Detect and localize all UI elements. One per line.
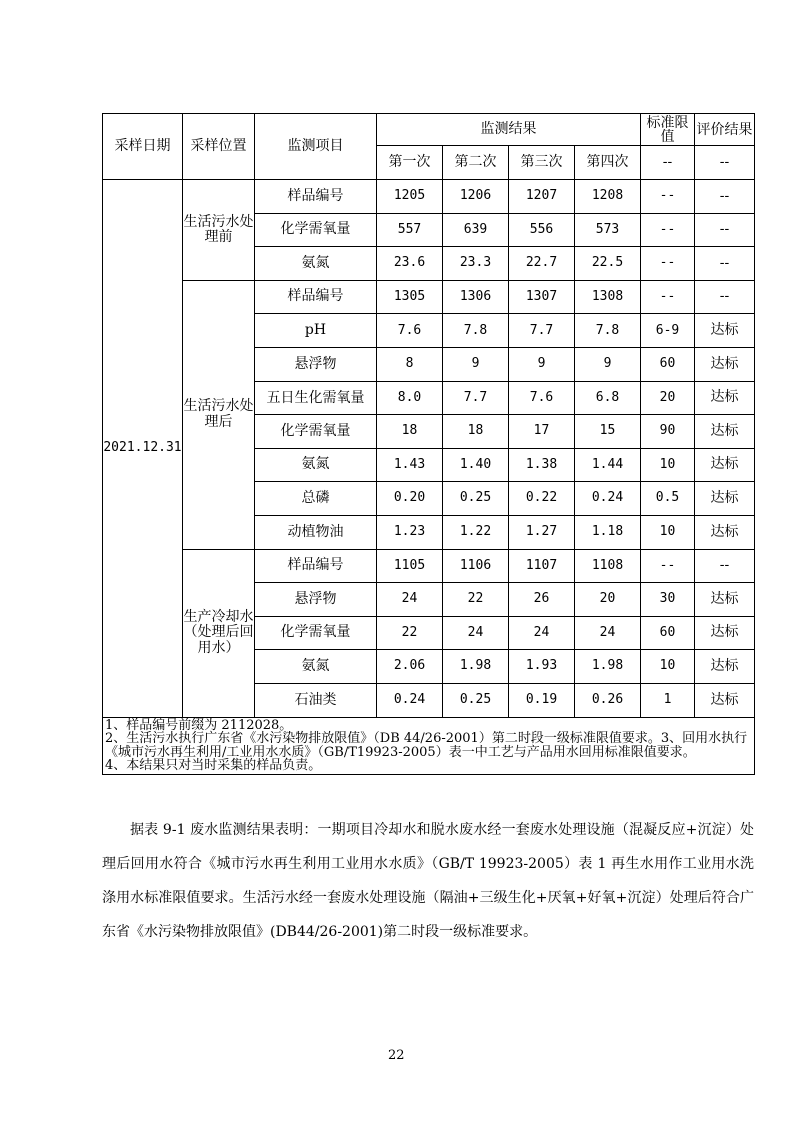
- header-run-1: 第一次: [377, 146, 443, 180]
- result-value-cell: 557: [377, 213, 443, 247]
- standard-limit-cell: 0.5: [641, 482, 695, 516]
- monitoring-item-cell: 样品编号: [255, 180, 377, 214]
- header-monitoring-results: 监测结果: [377, 114, 641, 146]
- standard-limit-cell: --: [641, 549, 695, 583]
- evaluation-cell: --: [695, 213, 755, 247]
- table-row: [103, 549, 755, 583]
- sampling-location-cell: 生活污水处理后: [183, 280, 255, 549]
- result-value-cell: 23.6: [377, 247, 443, 281]
- evaluation-cell: 达标: [695, 616, 755, 650]
- monitoring-item-cell: 氨氮: [255, 650, 377, 684]
- result-value-cell: 1106: [443, 549, 509, 583]
- monitoring-item-cell: 化学需氧量: [255, 616, 377, 650]
- result-value-cell: 1.44: [575, 448, 641, 482]
- header-standard-limit: 标准限值: [641, 114, 695, 146]
- standard-limit-cell: 30: [641, 583, 695, 617]
- note-line: 4、本结果只对当时采集的样品负责。: [105, 758, 322, 774]
- monitoring-item-cell: 样品编号: [255, 549, 377, 583]
- evaluation-cell: 达标: [695, 583, 755, 617]
- monitoring-item-cell: 总磷: [255, 482, 377, 516]
- result-value-cell: 1108: [575, 549, 641, 583]
- monitoring-item-cell: 石油类: [255, 683, 377, 717]
- result-value-cell: 0.19: [509, 683, 575, 717]
- result-value-cell: 9: [443, 347, 509, 381]
- standard-limit-cell: 60: [641, 347, 695, 381]
- evaluation-cell: --: [695, 180, 755, 214]
- notes-row: [103, 717, 755, 775]
- result-value-cell: 9: [509, 347, 575, 381]
- evaluation-cell: 达标: [695, 314, 755, 348]
- result-value-cell: 8: [377, 347, 443, 381]
- result-value-cell: 1107: [509, 549, 575, 583]
- header-run-3: 第三次: [509, 146, 575, 180]
- monitoring-item-cell: 悬浮物: [255, 583, 377, 617]
- conclusion-paragraph: 据表 9-1 废水监测结果表明：一期项目冷却水和脱水废水经一套废水处理设施（混凝反应+沉淀）处理后回用水符合《城市污水再生利用工业用水水质》（GB/T 19923-2005）表 1 再生水用作工业用水洗涤用水标准限值要求。生活污水经一套废水处理设施（隔油+三级生化+厌氧+好氧+沉淀）处理后符合广东省《水污染物排放限值》(DB44/26-2001)第二时段一级标准要求。: [102, 822, 754, 940]
- result-value-cell: 24: [377, 583, 443, 617]
- result-value-cell: 1205: [377, 180, 443, 214]
- result-value-cell: 9: [575, 347, 641, 381]
- evaluation-cell: 达标: [695, 515, 755, 549]
- monitoring-item-cell: 氨氮: [255, 247, 377, 281]
- result-value-cell: 0.24: [377, 683, 443, 717]
- standard-limit-cell: 60: [641, 616, 695, 650]
- result-value-cell: 1.38: [509, 448, 575, 482]
- result-value-cell: 573: [575, 213, 641, 247]
- result-value-cell: 7.6: [377, 314, 443, 348]
- monitoring-item-cell: 化学需氧量: [255, 415, 377, 449]
- result-value-cell: 0.24: [575, 482, 641, 516]
- result-value-cell: 7.7: [443, 381, 509, 415]
- result-value-cell: 2.06: [377, 650, 443, 684]
- result-value-cell: 6.8: [575, 381, 641, 415]
- result-value-cell: 1306: [443, 280, 509, 314]
- standard-limit-cell: 10: [641, 515, 695, 549]
- result-value-cell: 0.20: [377, 482, 443, 516]
- standard-limit-cell: 90: [641, 415, 695, 449]
- result-value-cell: 1.40: [443, 448, 509, 482]
- result-value-cell: 1307: [509, 280, 575, 314]
- page-number: 22: [388, 1048, 405, 1063]
- sampling-location-cell: 生产冷却水（处理后回用水）: [183, 549, 255, 717]
- result-value-cell: 1208: [575, 180, 641, 214]
- result-value-cell: 1206: [443, 180, 509, 214]
- table-row: [103, 280, 755, 314]
- result-value-cell: 24: [443, 616, 509, 650]
- result-value-cell: 1305: [377, 280, 443, 314]
- result-value-cell: 0.26: [575, 683, 641, 717]
- result-value-cell: 0.25: [443, 683, 509, 717]
- result-value-cell: 1.27: [509, 515, 575, 549]
- result-value-cell: 22: [377, 616, 443, 650]
- evaluation-cell: 达标: [695, 683, 755, 717]
- result-value-cell: 1.18: [575, 515, 641, 549]
- result-value-cell: 1105: [377, 549, 443, 583]
- standard-limit-cell: 6-9: [641, 314, 695, 348]
- result-value-cell: 1.22: [443, 515, 509, 549]
- result-value-cell: 7.8: [443, 314, 509, 348]
- result-value-cell: 26: [509, 583, 575, 617]
- result-value-cell: 1.23: [377, 515, 443, 549]
- monitoring-item-cell: 五日生化需氧量: [255, 381, 377, 415]
- standard-limit-cell: 10: [641, 650, 695, 684]
- evaluation-cell: 达标: [695, 482, 755, 516]
- result-value-cell: 23.3: [443, 247, 509, 281]
- evaluation-cell: --: [695, 280, 755, 314]
- evaluation-cell: 达标: [695, 415, 755, 449]
- result-value-cell: 8.0: [377, 381, 443, 415]
- monitoring-item-cell: 悬浮物: [255, 347, 377, 381]
- standard-limit-cell: 10: [641, 448, 695, 482]
- result-value-cell: 20: [575, 583, 641, 617]
- standard-limit-cell: 1: [641, 683, 695, 717]
- result-value-cell: 17: [509, 415, 575, 449]
- standard-limit-cell: --: [641, 213, 695, 247]
- evaluation-cell: 达标: [695, 448, 755, 482]
- standard-limit-cell: --: [641, 280, 695, 314]
- sampling-location-cell: 生活污水处理前: [183, 180, 255, 281]
- header-sampling-date: 采样日期: [103, 114, 183, 180]
- result-value-cell: 22: [443, 583, 509, 617]
- result-value-cell: 22.5: [575, 247, 641, 281]
- result-value-cell: 1308: [575, 280, 641, 314]
- result-value-cell: 22.7: [509, 247, 575, 281]
- standard-limit-cell: 20: [641, 381, 695, 415]
- result-value-cell: 1.43: [377, 448, 443, 482]
- header-eval-dash: --: [695, 146, 755, 180]
- monitoring-item-cell: 化学需氧量: [255, 213, 377, 247]
- result-value-cell: 18: [443, 415, 509, 449]
- result-value-cell: 24: [509, 616, 575, 650]
- result-value-cell: 639: [443, 213, 509, 247]
- table-notes: [103, 717, 755, 775]
- header-monitoring-item: 监测项目: [255, 114, 377, 180]
- monitoring-results-table: [102, 113, 755, 775]
- result-value-cell: 15: [575, 415, 641, 449]
- evaluation-cell: 达标: [695, 381, 755, 415]
- header-sampling-location: 采样位置: [183, 114, 255, 180]
- result-value-cell: 1.98: [575, 650, 641, 684]
- header-evaluation: 评价结果: [695, 114, 755, 146]
- evaluation-cell: 达标: [695, 347, 755, 381]
- result-value-cell: 1.93: [509, 650, 575, 684]
- header-limit-dash: --: [641, 146, 695, 180]
- result-value-cell: 7.8: [575, 314, 641, 348]
- result-value-cell: 0.22: [509, 482, 575, 516]
- result-value-cell: 7.7: [509, 314, 575, 348]
- header-run-4: 第四次: [575, 146, 641, 180]
- result-value-cell: 1.98: [443, 650, 509, 684]
- standard-limit-cell: --: [641, 180, 695, 214]
- monitoring-item-cell: 动植物油: [255, 515, 377, 549]
- result-value-cell: 1207: [509, 180, 575, 214]
- monitoring-item-cell: 氨氮: [255, 448, 377, 482]
- monitoring-item-cell: 样品编号: [255, 280, 377, 314]
- header-run-2: 第二次: [443, 146, 509, 180]
- result-value-cell: 24: [575, 616, 641, 650]
- evaluation-cell: --: [695, 549, 755, 583]
- table-row: [103, 180, 755, 214]
- result-value-cell: 556: [509, 213, 575, 247]
- sampling-date-cell: 2021.12.31: [103, 180, 183, 718]
- result-value-cell: 0.25: [443, 482, 509, 516]
- monitoring-item-cell: pH: [255, 314, 377, 348]
- evaluation-cell: --: [695, 247, 755, 281]
- note-line: 2、生活污水执行广东省《水污染物排放限值》（DB 44/26-2001）第二时段一级标准限值要求。3、回用水执行《城市污水再生利用/工业用水水质》（GB/T19923-2005）表一中工艺与产品用水回用标准限值要求。: [105, 731, 748, 760]
- result-value-cell: 18: [377, 415, 443, 449]
- evaluation-cell: 达标: [695, 650, 755, 684]
- result-value-cell: 7.6: [509, 381, 575, 415]
- standard-limit-cell: --: [641, 247, 695, 281]
- note-line: 1、样品编号前缀为 2112028。: [105, 717, 293, 733]
